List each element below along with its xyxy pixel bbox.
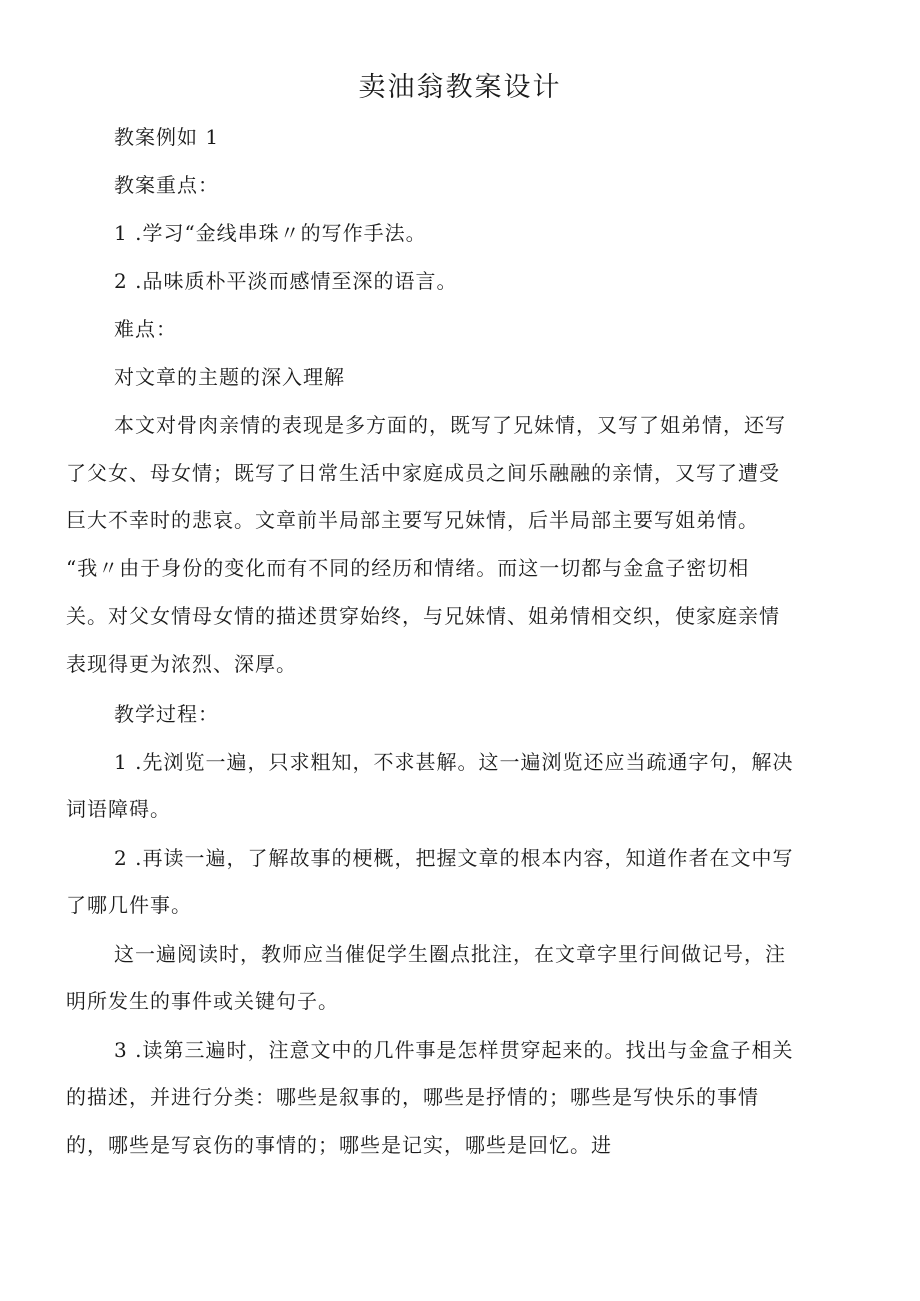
text-line-paragraph-1: 本文对骨肉亲情的表现是多方面的，既写了兄妹情，又写了姐弟情，还写 [114, 413, 786, 437]
text-line-paragraph-1: 表现得更为浓烈、深厚。 [66, 652, 297, 676]
text-line-paragraph-1: “我〃由于身份的变化而有不同的经历和情绪。而这一切都与金盒子密切相 [66, 556, 750, 580]
text-line-step-2: 2 .再读一遍，了解故事的梗概，把握文章的根本内容，知道作者在文中写 [114, 846, 794, 870]
text-line-step-2-note: 这一遍阅读时，教师应当催促学生圈点批注，在文章字里行间做记号，注 [114, 942, 786, 966]
text-line-paragraph-1: 关。对父女情母女情的描述贯穿始终，与兄妹情、姐弟情相交织，使家庭亲情 [66, 604, 780, 628]
text-line-key-points-heading: 教案重点： [114, 173, 219, 197]
text-line-step-3: 3 .读第三遍时，注意文中的几件事是怎样贯穿起来的。找出与金盒子相关 [114, 1038, 794, 1062]
text-line-key-point-2: 2 .品味质朴平淡而感情至深的语言。 [114, 269, 458, 293]
text-line-paragraph-1: 巨大不幸时的悲哀。文章前半局部主要写兄妹情，后半局部主要写姐弟情。 [66, 508, 759, 532]
text-line-paragraph-1: 了父女、母女情；既写了日常生活中家庭成员之间乐融融的亲情，又写了遭受 [66, 461, 780, 485]
text-line-step-2-note: 明所发生的事件或关键句子。 [66, 989, 339, 1013]
text-line-step-1: 词语障碍。 [66, 797, 171, 821]
text-line-example-label: 教案例如 1 [114, 125, 220, 149]
text-line-step-2: 了哪几件事。 [66, 893, 192, 917]
text-line-process-heading: 教学过程： [114, 702, 219, 726]
document-title: 卖油翁教案设计 [358, 72, 562, 103]
text-line-key-point-1: 1 .学习“金线串珠〃的写作手法。 [114, 221, 427, 245]
text-line-difficulty-content: 对文章的主题的深入理解 [114, 365, 345, 389]
text-line-step-3: 的，哪些是写哀伤的事情的；哪些是记实，哪些是回忆。进 [66, 1133, 612, 1157]
text-line-step-1: 1 .先浏览一遍，只求粗知，不求甚解。这一遍浏览还应当疏通字句，解决 [114, 750, 794, 774]
text-line-step-3: 的描述，并进行分类：哪些是叙事的，哪些是抒情的；哪些是写快乐的事情 [66, 1085, 759, 1109]
text-line-difficulty-heading: 难点： [114, 317, 177, 341]
